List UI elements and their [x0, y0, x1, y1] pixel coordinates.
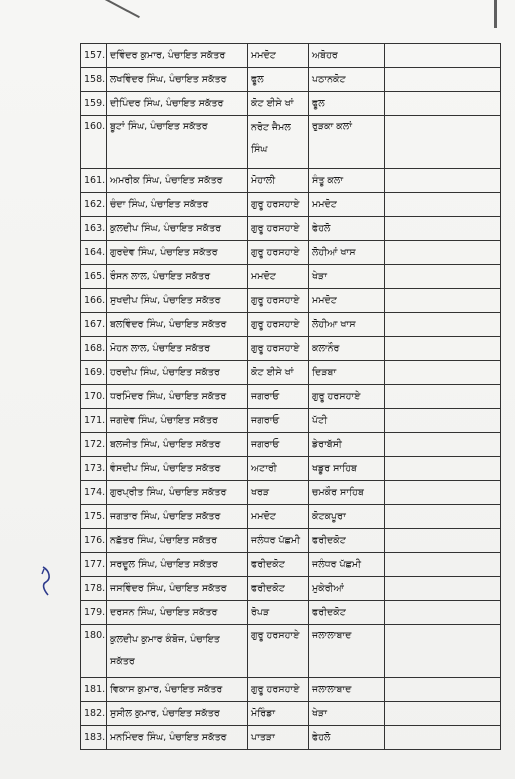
new-posting-cell: ਕੋਟਕਪੂਰਾ: [309, 505, 385, 529]
name-designation-cell: ਗੁਰਪ੍ਰੀਤ ਸਿੰਘ, ਪੰਚਾਇਤ ਸਕੱਤਰ: [107, 481, 248, 505]
serial-number-cell: 176.: [81, 529, 107, 553]
table-row: [81, 217, 501, 241]
remarks-cell: [385, 553, 501, 577]
name-designation-cell: ਦਰਸਨ ਸਿੰਘ, ਪੰਚਾਇਤ ਸਕੱਤਰ: [107, 601, 248, 625]
new-posting-cell: ਫੇਹਲੋ: [309, 217, 385, 241]
serial-number-cell: 170.: [81, 385, 107, 409]
new-posting-cell: ਫੇਹਲੋ: [309, 726, 385, 750]
table-row: [81, 169, 501, 193]
remarks-cell: [385, 337, 501, 361]
new-posting-cell: ਫੂਲ: [309, 92, 385, 116]
current-posting-cell: ਮੋਰਿੰਡਾ: [248, 702, 309, 726]
fold-line: [86, 0, 140, 18]
table-row: [81, 68, 501, 92]
table-row: [81, 337, 501, 361]
remarks-cell: [385, 44, 501, 68]
table-row: [81, 529, 501, 553]
name-designation-cell: ਮੋਹਨ ਲਾਲ, ਪੰਚਾਇਤ ਸਕੱਤਰ: [107, 337, 248, 361]
name-designation-cell: ਸੁਸੀਲ ਕੁਮਾਰ, ਪੰਚਾਇਤ ਸਕੱਤਰ: [107, 702, 248, 726]
serial-number-cell: 157.: [81, 44, 107, 68]
new-posting-cell: ਡੇਰਾਬੱਸੀ: [309, 433, 385, 457]
serial-number-cell: 163.: [81, 217, 107, 241]
name-designation-cell: ਨਛੱਤਰ ਸਿੰਘ, ਪੰਚਾਇਤ ਸਕੱਤਰ: [107, 529, 248, 553]
serial-number-cell: 174.: [81, 481, 107, 505]
transfer-table: [80, 43, 501, 750]
name-designation-cell: ਜਗਦੇਵ ਸਿੰਘ, ਪੰਚਾਇਤ ਸਕੱਤਰ: [107, 409, 248, 433]
remarks-cell: [385, 529, 501, 553]
new-posting-cell: ਮੁਕੇਰੀਆਂ: [309, 577, 385, 601]
current-posting-cell: ਰੋਪੜ: [248, 601, 309, 625]
table-row: [81, 241, 501, 265]
current-posting-cell: ਪਾਤੜਾ: [248, 726, 309, 750]
current-posting-cell: ਗੁਰੂ ਹਰਸਹਾਏ: [248, 289, 309, 313]
current-posting-cell: ਜਲੰਧਰ ਪੱਛਮੀ: [248, 529, 309, 553]
serial-number-cell: 166.: [81, 289, 107, 313]
remarks-cell: [385, 577, 501, 601]
serial-number-cell: 164.: [81, 241, 107, 265]
remarks-cell: [385, 625, 501, 678]
serial-number-cell: 177.: [81, 553, 107, 577]
name-designation-cell: ਲਖਵਿੰਦਰ ਸਿੰਘ, ਪੰਚਾਇਤ ਸਕੱਤਰ: [107, 68, 248, 92]
name-designation-cell: ਵੰਸਦੀਪ ਸਿੰਘ, ਪੰਚਾਇਤ ਸਕੱਤਰ: [107, 457, 248, 481]
table-row: [81, 481, 501, 505]
name-designation-cell: ਚੰਦਾ ਸਿੰਘ, ਪੰਚਾਇਤ ਸਕੱਤਰ: [107, 193, 248, 217]
table-row: [81, 265, 501, 289]
name-designation-cell: ਗੁਰਦੇਵ ਸਿੰਘ, ਪੰਚਾਇਤ ਸਕੱਤਰ: [107, 241, 248, 265]
name-designation-cell: ਧਰਮਿੰਦਰ ਸਿੰਘ, ਪੰਚਾਇਤ ਸਕੱਤਰ: [107, 385, 248, 409]
current-posting-cell: ਫਰੀਦਕੋਟ: [248, 553, 309, 577]
current-posting-cell: ਗੁਰੂ ਹਰਸਹਾਏ: [248, 625, 309, 678]
current-posting-cell: ਮੋਹਾਲੀ: [248, 169, 309, 193]
serial-number-cell: 168.: [81, 337, 107, 361]
name-designation-cell: ਜਸਵਿੰਦਰ ਸਿੰਘ, ਪੰਚਾਇਤ ਸਕੱਤਰ: [107, 577, 248, 601]
serial-number-cell: 171.: [81, 409, 107, 433]
table-row: [81, 553, 501, 577]
new-posting-cell: ਪੱਟੀ: [309, 409, 385, 433]
table-row: [81, 726, 501, 750]
serial-number-cell: 160.: [81, 116, 107, 169]
remarks-cell: [385, 68, 501, 92]
serial-number-cell: 158.: [81, 68, 107, 92]
name-designation-cell: ਦੀਪਿੰਦਰ ਸਿੰਘ, ਪੰਚਾਇਤ ਸਕੱਤਰ: [107, 92, 248, 116]
table-row: [81, 433, 501, 457]
new-posting-cell: ਕਲਾਨੌਰ: [309, 337, 385, 361]
remarks-cell: [385, 193, 501, 217]
table-row: [81, 44, 501, 68]
name-designation-cell: ਬਲਵਿੰਦਰ ਸਿੰਘ, ਪੰਚਾਇਤ ਸਕੱਤਰ: [107, 313, 248, 337]
serial-number-cell: 162.: [81, 193, 107, 217]
new-posting-cell: ਖੇੜਾ: [309, 702, 385, 726]
name-designation-cell: ਸਰਦੂਲ ਸਿੰਘ, ਪੰਚਾਇਤ ਸਕੱਤਰ: [107, 553, 248, 577]
serial-number-cell: 175.: [81, 505, 107, 529]
table-row: [81, 625, 501, 678]
current-posting-cell: ਗੁਰੂ ਹਰਸਹਾਏ: [248, 678, 309, 702]
current-posting-cell: ਕੋਟ ਈਸੇ ਖਾਂ: [248, 361, 309, 385]
remarks-cell: [385, 385, 501, 409]
remarks-cell: [385, 265, 501, 289]
current-posting-cell: ਅਟਾਰੀ: [248, 457, 309, 481]
serial-number-cell: 161.: [81, 169, 107, 193]
name-designation-cell: ਮਨਮਿੰਦਰ ਸਿੰਘ, ਪੰਚਾਇਤ ਸਕੱਤਰ: [107, 726, 248, 750]
remarks-cell: [385, 678, 501, 702]
serial-number-cell: 178.: [81, 577, 107, 601]
table-row: [81, 577, 501, 601]
new-posting-cell: ਮਮਦੋਟ: [309, 289, 385, 313]
new-posting-cell: ਪਠਾਨਕੋਟ: [309, 68, 385, 92]
table-row: [81, 505, 501, 529]
remarks-cell: [385, 92, 501, 116]
name-designation-cell: ਵਿਕਾਸ ਕੁਮਾਰ, ਪੰਚਾਇਤ ਸਕੱਤਰ: [107, 678, 248, 702]
remarks-cell: [385, 217, 501, 241]
remarks-cell: [385, 116, 501, 169]
serial-number-cell: 159.: [81, 92, 107, 116]
name-designation-cell: ਕੁਲਦੀਪ ਸਿੰਘ, ਪੰਚਾਇਤ ਸਕੱਤਰ: [107, 217, 248, 241]
name-designation-cell: ਅਮਰੀਕ ਸਿੰਘ, ਪੰਚਾਇਤ ਸਕੱਤਰ: [107, 169, 248, 193]
current-posting-cell: ਮਮਦੋਟ: [248, 265, 309, 289]
current-posting-cell: ਗੁਰੂ ਹਰਸਹਾਏ: [248, 241, 309, 265]
current-posting-cell: ਫਰੀਦਕੋਟ: [248, 577, 309, 601]
remarks-cell: [385, 289, 501, 313]
current-posting-cell: ਜਗਰਾਓ: [248, 433, 309, 457]
new-posting-cell: ਲੋਹੀਆ ਖਾਸ: [309, 313, 385, 337]
remarks-cell: [385, 433, 501, 457]
table-row: [81, 601, 501, 625]
current-posting-cell: ਗੁਰੂ ਹਰਸਹਾਏ: [248, 337, 309, 361]
remarks-cell: [385, 313, 501, 337]
new-posting-cell: ਰੁੜਕਾ ਕਲਾਂ: [309, 116, 385, 169]
serial-number-cell: 183.: [81, 726, 107, 750]
table-row: [81, 289, 501, 313]
current-posting-cell: ਕੋਟ ਈਸੇ ਖਾਂ: [248, 92, 309, 116]
serial-number-cell: 169.: [81, 361, 107, 385]
new-posting-cell: ਦਿੜਬਾ: [309, 361, 385, 385]
current-posting-cell: ਨਰੋਟ ਜੈਮਲ ਸਿੰਘ: [248, 116, 309, 169]
serial-number-cell: 173.: [81, 457, 107, 481]
name-designation-cell: ਕੁਲਦੀਪ ਕੁਮਾਰ ਕੰਬੋਜ, ਪੰਚਾਇਤ ਸਕੱਤਰ: [107, 625, 248, 678]
table-row: [81, 678, 501, 702]
remarks-cell: [385, 241, 501, 265]
name-designation-cell: ਸੁਖਦੀਪ ਸਿੰਘ, ਪੰਚਾਇਤ ਸਕੱਤਰ: [107, 289, 248, 313]
serial-number-cell: 182.: [81, 702, 107, 726]
table-row: [81, 193, 501, 217]
current-posting-cell: ਮਮਦੋਟ: [248, 505, 309, 529]
remarks-cell: [385, 169, 501, 193]
new-posting-cell: ਜਲੰਧਰ ਪੱਛਮੀ: [309, 553, 385, 577]
remarks-cell: [385, 601, 501, 625]
serial-number-cell: 179.: [81, 601, 107, 625]
page-edge-mark: [494, 0, 497, 28]
name-designation-cell: ਬੂਟਾਂ ਸਿੰਘ, ਪੰਚਾਇਤ ਸਕੱਤਰ: [107, 116, 248, 169]
table-row: [81, 457, 501, 481]
remarks-cell: [385, 481, 501, 505]
serial-number-cell: 165.: [81, 265, 107, 289]
name-designation-cell: ਦਵਿੰਦਰ ਕੁਮਾਰ, ਪੰਚਾਇਤ ਸਕੱਤਰ: [107, 44, 248, 68]
current-posting-cell: ਮਮਦੋਟ: [248, 44, 309, 68]
name-designation-cell: ਬਲਜੀਤ ਸਿੰਘ, ਪੰਚਾਇਤ ਸਕੱਤਰ: [107, 433, 248, 457]
remarks-cell: [385, 409, 501, 433]
new-posting-cell: ਗੁਰੂ ਹਰਸਹਾਏ: [309, 385, 385, 409]
name-designation-cell: ਜਗਤਾਰ ਸਿੰਘ, ਪੰਚਾਇਤ ਸਕੱਤਰ: [107, 505, 248, 529]
remarks-cell: [385, 361, 501, 385]
remarks-cell: [385, 457, 501, 481]
serial-number-cell: 172.: [81, 433, 107, 457]
current-posting-cell: ਜਗਰਾਓ: [248, 385, 309, 409]
new-posting-cell: ਜਲਾਲਾਬਾਦ: [309, 678, 385, 702]
new-posting-cell: ਮਮਦੋਟ: [309, 193, 385, 217]
new-posting-cell: ਜਲਾਲਾਬਾਦ: [309, 625, 385, 678]
name-designation-cell: ਹਰਦੀਪ ਸਿੰਘ, ਪੰਚਾਇਤ ਸਕੱਤਰ: [107, 361, 248, 385]
serial-number-cell: 181.: [81, 678, 107, 702]
current-posting-cell: ਗੁਰੂ ਹਰਸਹਾਏ: [248, 217, 309, 241]
name-designation-cell: ਰੌਸਨ ਲਾਲ, ਪੰਚਾਇਤ ਸਕੱਤਰ: [107, 265, 248, 289]
serial-number-cell: 167.: [81, 313, 107, 337]
new-posting-cell: ਫਰੀਦਕੋਟ: [309, 529, 385, 553]
new-posting-cell: ਸੰਤੂ ਕਲਾ: [309, 169, 385, 193]
table-row: [81, 361, 501, 385]
table-row: [81, 92, 501, 116]
remarks-cell: [385, 726, 501, 750]
table-row: [81, 313, 501, 337]
table-row: [81, 409, 501, 433]
current-posting-cell: ਖਰੜ: [248, 481, 309, 505]
remarks-cell: [385, 702, 501, 726]
new-posting-cell: ਫਰੀਦਕੋਟ: [309, 601, 385, 625]
new-posting-cell: ਲੋਹੀਆਂ ਖਾਸ: [309, 241, 385, 265]
table-row: [81, 385, 501, 409]
serial-number-cell: 180.: [81, 625, 107, 678]
remarks-cell: [385, 505, 501, 529]
new-posting-cell: ਚਮਕੌਰ ਸਾਹਿਬ: [309, 481, 385, 505]
new-posting-cell: ਖੇੜਾ: [309, 265, 385, 289]
current-posting-cell: ਗੁਰੂ ਹਰਸਹਾਏ: [248, 313, 309, 337]
new-posting-cell: ਖਡੂਰ ਸਾਹਿਬ: [309, 457, 385, 481]
handwritten-margin-mark: [40, 565, 54, 597]
current-posting-cell: ਫੂਲ: [248, 68, 309, 92]
current-posting-cell: ਜਗਰਾਓ: [248, 409, 309, 433]
table-row: [81, 116, 501, 169]
current-posting-cell: ਗੁਰੂ ਹਰਸਹਾਏ: [248, 193, 309, 217]
new-posting-cell: ਅਬੋਹਰ: [309, 44, 385, 68]
table-row: [81, 702, 501, 726]
